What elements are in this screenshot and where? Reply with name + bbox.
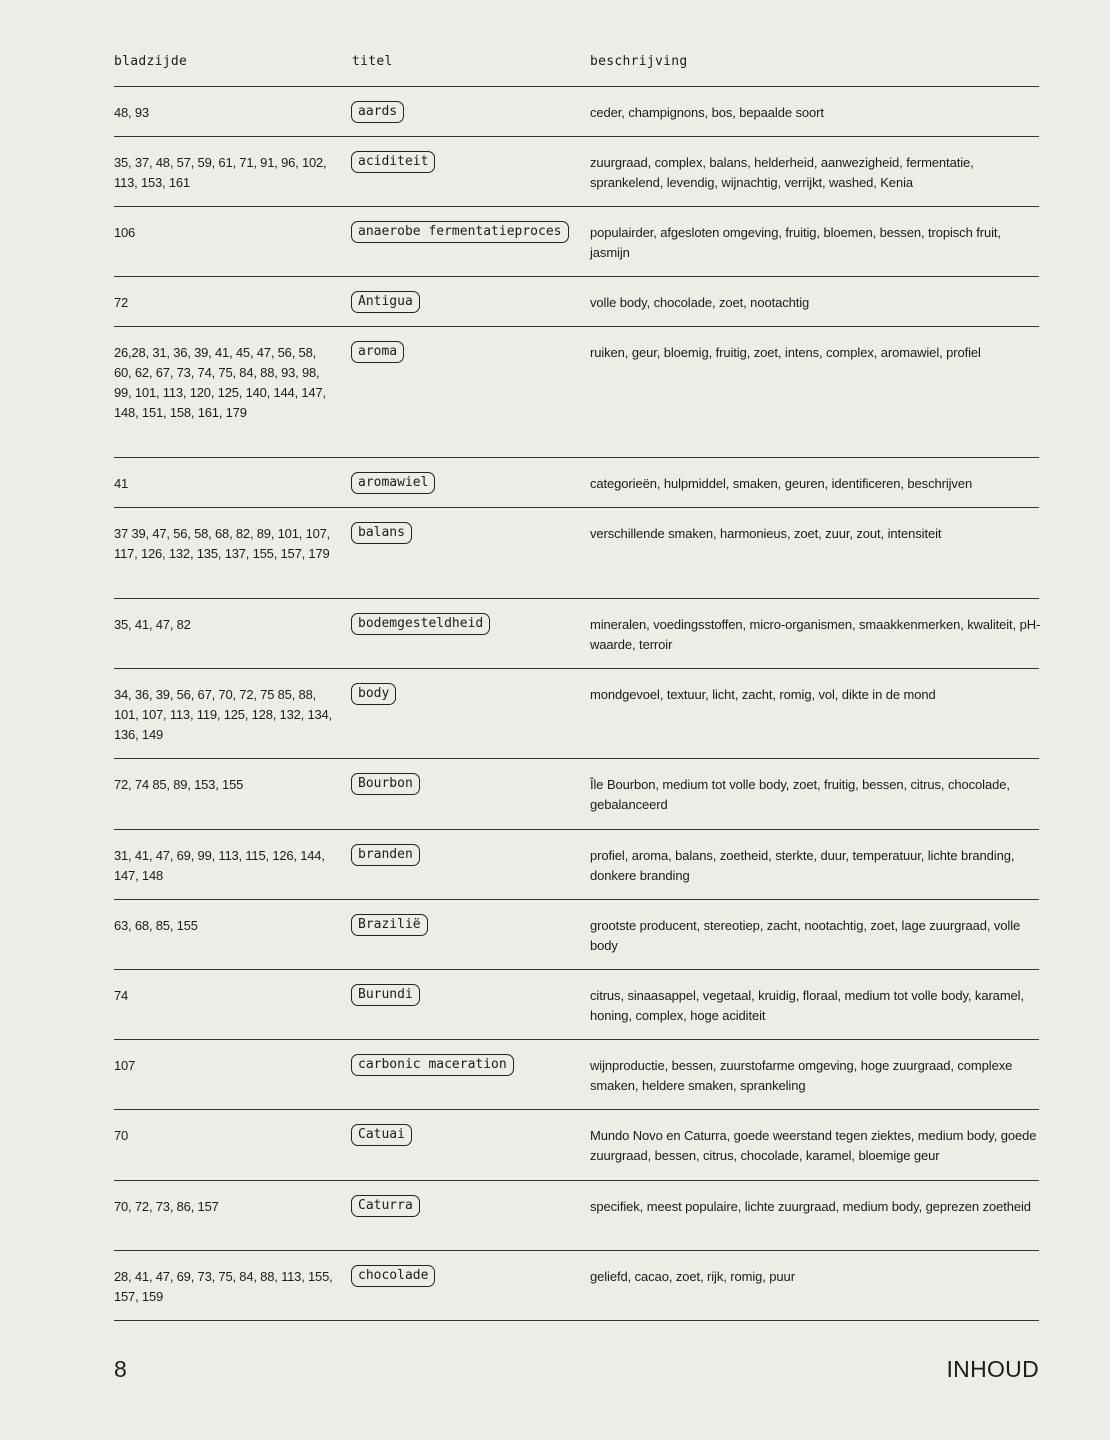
page-references: 37 39, 47, 56, 58, 68, 82, 89, 101, 107, 117, 126, 132, 135, 137, 155, 157, 179 [114,526,331,561]
header-title: titel [352,54,393,69]
term-description: Île Bourbon, medium tot volle body, zoet, fruitig, bessen, citrus, chocolade, gebalanceerd [590,777,1010,812]
page-number: 8 [114,1356,127,1382]
table-row [114,669,1039,759]
term-description: wijnproductie, bessen, zuurstofarme omgeving, hoge zuurgraad, complexe smaken, heldere smaken, sprankeling [590,1058,1013,1093]
table-row [114,207,1039,277]
term-description: categorieën, hulpmiddel, smaken, geuren, identificeren, beschrijven [590,476,973,491]
page-references: 48, 93 [114,105,149,120]
term-description: geliefd, cacao, zoet, rijk, romig, puur [590,1269,795,1284]
table-row [114,1040,1039,1110]
term-tag: aroma [351,341,404,363]
page-references: 74 [114,988,129,1003]
term-description: ruiken, geur, bloemig, fruitig, zoet, intens, complex, aromawiel, profiel [590,345,981,360]
page-references: 35, 41, 47, 82 [114,617,191,632]
term-tag: chocolade [351,1265,435,1287]
table-row [114,1181,1039,1251]
table-row [114,458,1039,508]
table-row [114,277,1039,327]
term-tag: balans [351,522,412,544]
page-references: 72, 74 85, 89, 153, 155 [114,777,244,792]
table-row [114,970,1039,1040]
term-tag: Catuai [351,1124,412,1146]
page-references: 41 [114,476,129,491]
page-references: 28, 41, 47, 69, 73, 75, 84, 88, 113, 155, 157, 159 [114,1269,333,1304]
term-tag: aciditeit [351,151,435,173]
term-description: volle body, chocolade, zoet, nootachtig [590,295,810,310]
page-references: 34, 36, 39, 56, 67, 70, 72, 75 85, 88, 101, 107, 113, 119, 125, 128, 132, 134, 136, 149 [114,687,332,742]
page-references: 26,28, 31, 36, 39, 41, 45, 47, 56, 58, 60, 62, 67, 73, 74, 75, 84, 88, 93, 98, 99, 101, 113, 120, 125, 140, 144, 147, 148, 151, 158, 161, 179 [114,345,326,420]
table-header [114,54,1039,74]
page-references: 35, 37, 48, 57, 59, 61, 71, 91, 96, 102, 113, 153, 161 [114,155,327,190]
page-references: 31, 41, 47, 69, 99, 113, 115, 126, 144, 147, 148 [114,848,325,883]
term-tag: carbonic maceration [351,1054,514,1076]
term-tag: Antigua [351,291,420,313]
term-tag: Bourbon [351,773,420,795]
page-references: 63, 68, 85, 155 [114,918,198,933]
term-description: mineralen, voedingsstoffen, micro-organismen, smaakkenmerken, kwaliteit, pH-waarde, terroir [590,617,1041,652]
page-references: 70, 72, 73, 86, 157 [114,1199,219,1214]
header-pages: bladzijde [114,54,188,69]
term-description: ceder, champignons, bos, bepaalde soort [590,105,824,120]
term-description: Mundo Novo en Caturra, goede weerstand tegen ziektes, medium body, goede zuurgraad, bessen, citrus, chocolade, karamel, bloemige geur [590,1128,1037,1163]
table-row [114,87,1039,137]
table-row [114,508,1039,599]
term-description: grootste producent, stereotiep, zacht, nootachtig, zoet, lage zuurgraad, volle body [590,918,1021,953]
term-tag: aromawiel [351,472,435,494]
header-description: beschrijving [590,54,688,69]
term-description: populairder, afgesloten omgeving, fruitig, bloemen, bessen, tropisch fruit, jasmijn [590,225,1001,260]
term-tag: aards [351,101,404,123]
table-row [114,599,1039,669]
term-tag: body [351,683,396,705]
section-title: INHOUD [946,1356,1039,1382]
table-row [114,327,1039,458]
term-description: zuurgraad, complex, balans, helderheid, aanwezigheid, fermentatie, sprankelend, levendig, wijnachtig, verrijkt, washed, Kenia [590,155,974,190]
page-references: 70 [114,1128,129,1143]
term-tag: Caturra [351,1195,420,1217]
table-row [114,1110,1039,1181]
term-description: mondgevoel, textuur, licht, zacht, romig, vol, dikte in de mond [590,687,936,702]
table-row [114,830,1039,900]
term-description: specifiek, meest populaire, lichte zuurgraad, medium body, geprezen zoetheid [590,1199,1031,1214]
table-row [114,759,1039,830]
term-description: profiel, aroma, balans, zoetheid, sterkte, duur, temperatuur, lichte branding, donkere branding [590,848,1015,883]
table-row [114,900,1039,970]
term-description: citrus, sinaasappel, vegetaal, kruidig, floraal, medium tot volle body, karamel, honing, complex, hoge aciditeit [590,988,1024,1023]
page-references: 106 [114,225,136,240]
index-table [114,87,1039,1321]
term-tag: Burundi [351,984,420,1006]
table-row [114,1251,1039,1321]
page-references: 72 [114,295,129,310]
term-tag: branden [351,844,420,866]
term-tag: anaerobe fermentatieproces [351,221,569,243]
term-description: verschillende smaken, harmonieus, zoet, zuur, zout, intensiteit [590,526,942,541]
term-tag: Brazilië [351,914,428,936]
term-tag: bodemgesteldheid [351,613,490,635]
page-references: 107 [114,1058,136,1073]
table-row [114,137,1039,207]
